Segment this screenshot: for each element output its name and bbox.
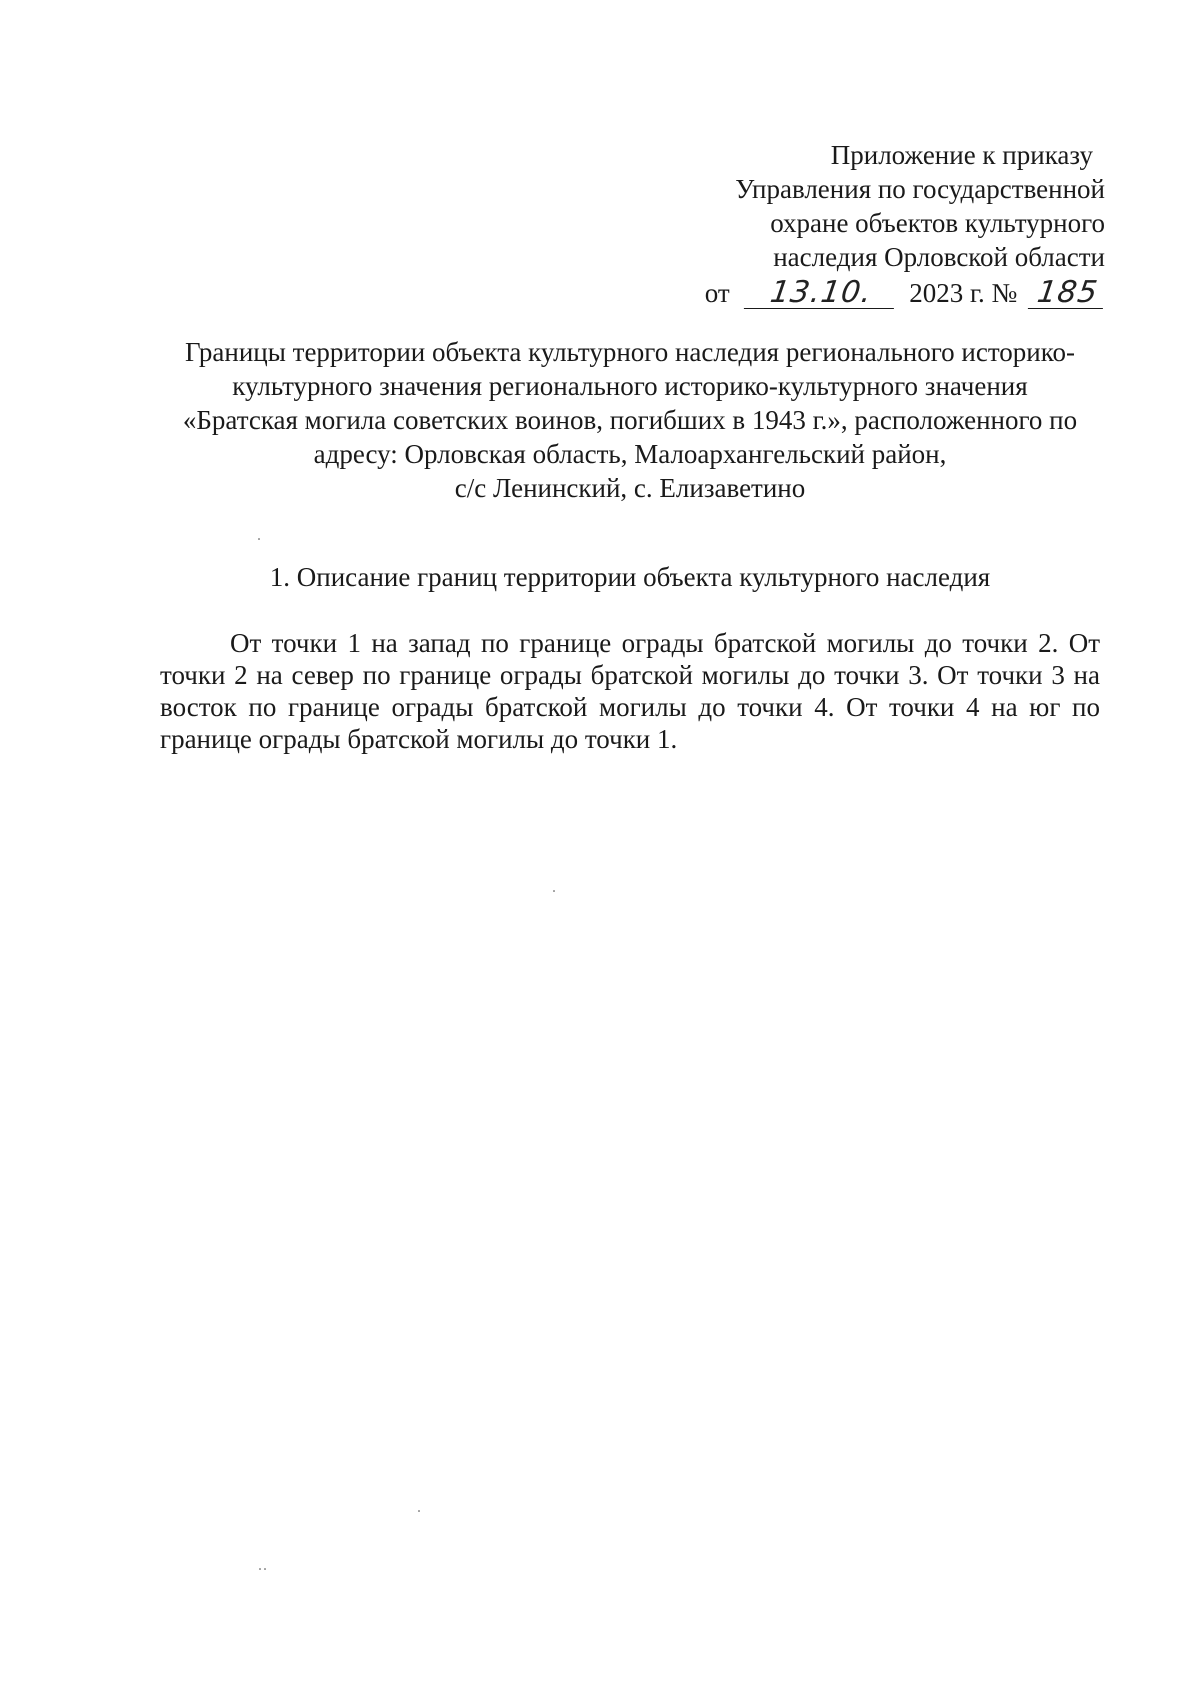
title-line: «Братская могила советских воинов, погибших в 1943 г.», расположенного по [182, 405, 1078, 435]
scan-speck [258, 538, 260, 540]
section-heading: 1. Описание границ территории объекта культурного наследия [269, 562, 991, 592]
scan-speck [553, 890, 555, 892]
scan-speck [259, 1568, 261, 1570]
appendix-header [645, 138, 1105, 310]
year-and-number-label: 2023 г. № [909, 278, 1018, 308]
handwritten-order-number: 185 [1028, 278, 1107, 309]
appendix-line: Приложение к приказу [830, 140, 1093, 170]
scan-speck [418, 1510, 420, 1512]
scan-speck [264, 1568, 266, 1570]
boundary-description: От точки 1 на запад по границе ограды братской могилы до точки 2. От точки 2 на север по границе ограды братской могилы до точки 3. От точки 3 на восток по границе ограды братской могилы до точки 4. От точки 4 на юг по границе ограды братской могилы до точки 1. [160, 628, 1100, 754]
title-line: адресу: Орловская область, Малоархангельский район, [313, 439, 947, 469]
document-title [150, 335, 1110, 505]
title-line: культурного значения регионального историко-культурного значения [232, 371, 1028, 401]
appendix-line: наследия Орловской области [773, 242, 1105, 272]
title-line: Границы территории объекта культурного наследия регионального историко- [185, 337, 1075, 367]
order-date-line [645, 276, 1105, 310]
date-prefix: от [704, 278, 730, 308]
handwritten-date: 13.10. [744, 278, 898, 309]
title-line: с/с Ленинский, с. Елизаветино [454, 473, 806, 503]
appendix-line: охране объектов культурного [770, 208, 1105, 238]
appendix-line: Управления по государственной [735, 174, 1105, 204]
